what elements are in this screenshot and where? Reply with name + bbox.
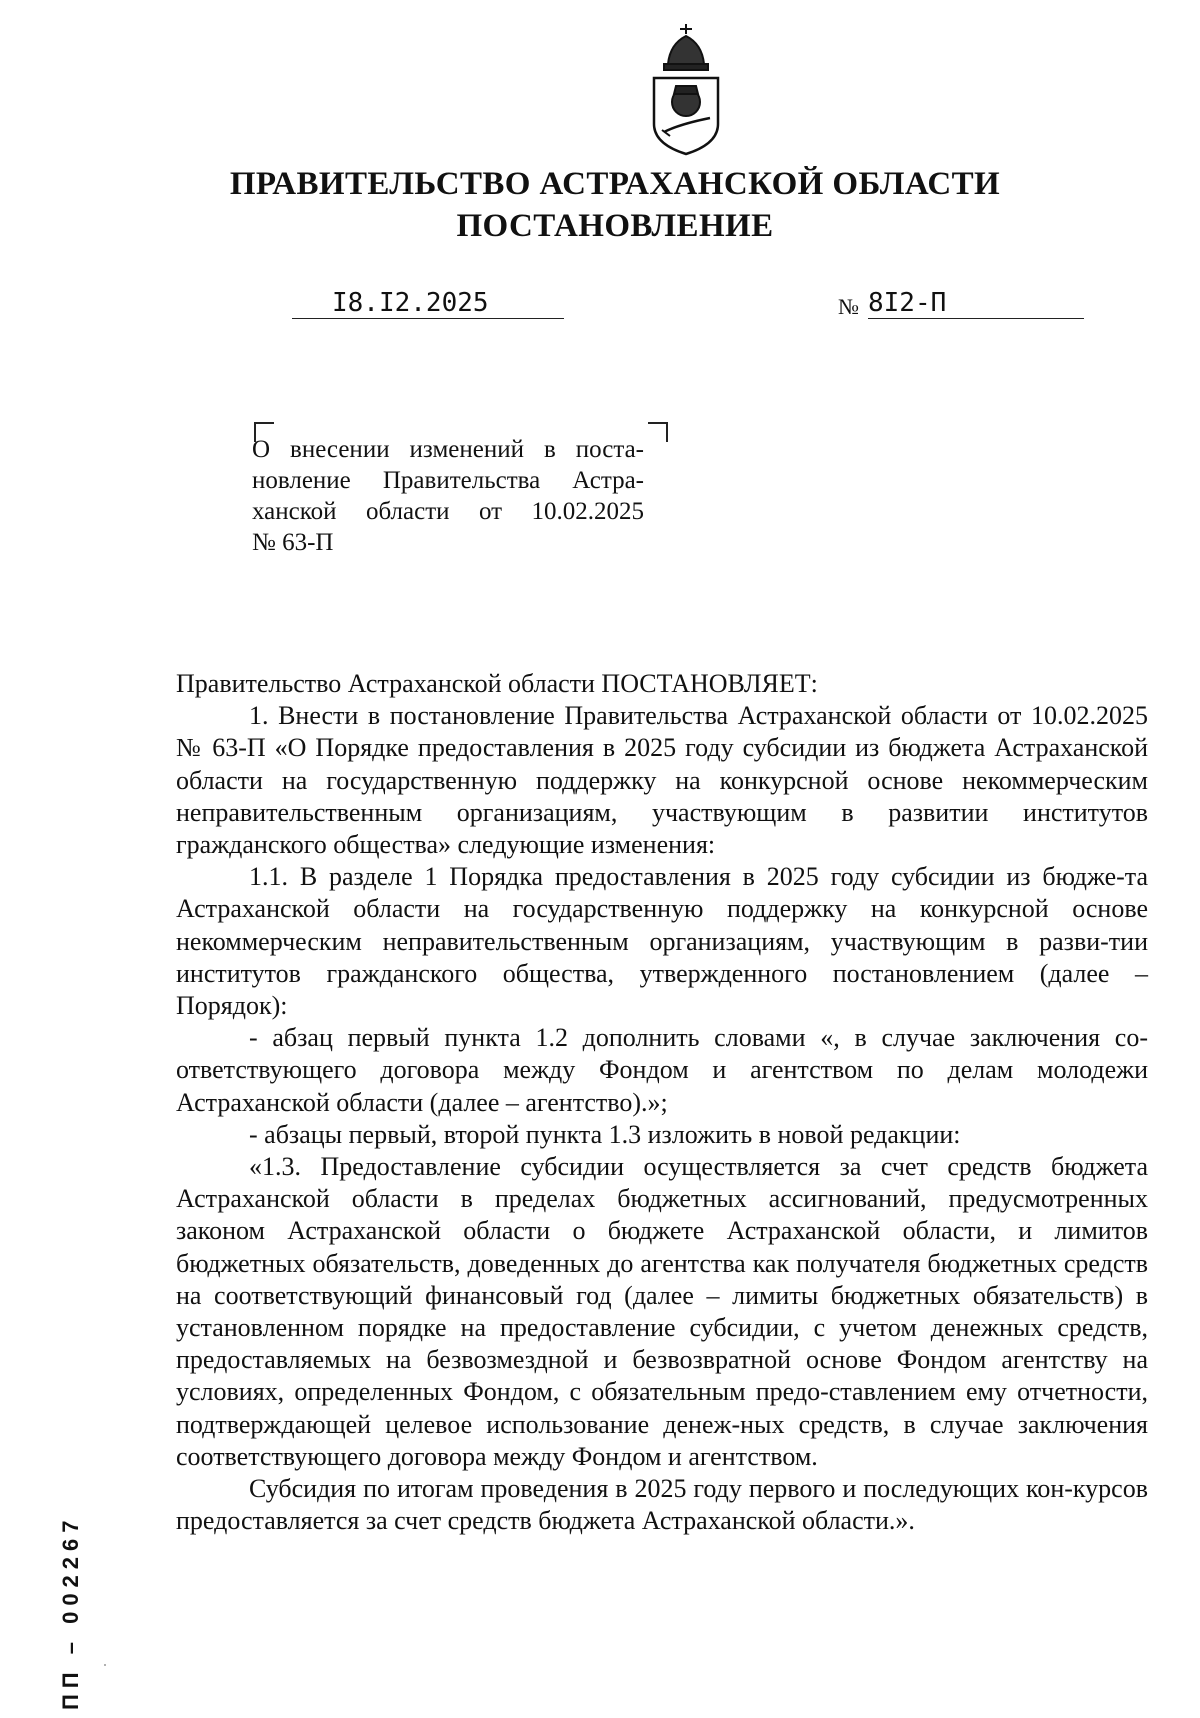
number-label: № xyxy=(838,294,859,319)
paragraph: - абзац первый пункта 1.2 дополнить словами «, в случае заключения со-ответствующего договора между Фондом и агентством по делам молодежи Астраханской области (далее – агентство).»; xyxy=(176,1023,1148,1117)
registration-code xyxy=(58,1514,98,1710)
scan-speck xyxy=(104,1664,106,1666)
document-date: I8.I2.2025 xyxy=(332,288,489,318)
paragraph: 1. Внести в постановление Правительства Астраханской области от 10.02.2025 № 63-П «О Порядке предоставления в 2025 году субсидии из бюджета Астраханской области на государственную поддержку на конкурсной основе некоммерческим неправительственным организациям, участвующим в развитии институтов гражданского общества» следующие изменения: xyxy=(176,701,1148,860)
document-subject xyxy=(252,434,644,558)
subject-line: О внесении изменений в поста- xyxy=(252,436,644,463)
government-title: ПРАВИТЕЛЬСТВО АСТРАХАНСКОЙ ОБЛАСТИ xyxy=(229,166,1001,202)
subject-line: ханской области от 10.02.2025 xyxy=(252,498,644,525)
subject-line: новление Правительства Астра- xyxy=(252,467,644,494)
document-type: ПОСТАНОВЛЕНИЕ xyxy=(456,208,774,244)
date-field xyxy=(292,288,564,319)
number-field xyxy=(868,288,1084,319)
subject-line: № 63-П xyxy=(252,529,334,556)
registration-code-text: ПП – 002267 xyxy=(58,1514,83,1710)
coat-of-arms-icon xyxy=(640,20,732,160)
paragraph: Субсидия по итогам проведения в 2025 году первого и последующих кон-курсов предоставляется за счет средств бюджета Астраханской области.». xyxy=(176,1474,1148,1536)
document-number: 8I2-П xyxy=(868,288,947,318)
preamble: Правительство Астраханской области ПОСТАНОВЛЯЕТ: xyxy=(176,669,818,698)
subject-corner-right xyxy=(648,422,668,442)
paragraph: 1.1. В разделе 1 Порядка предоставления в 2025 году субсидии из бюдже-та Астраханской области на государственную поддержку на конкурсной основе некоммерческим неправительственным организациям, участвующим в разви-тии институтов гражданского общества, утвержденного постановлением (далее – Порядок): xyxy=(176,862,1148,1021)
paragraph: «1.3. Предоставление субсидии осуществляется за счет средств бюджета Астраханской области в пределах бюджетных ассигнований, предусмотренных законом Астраханской области о бюджете Астраханской области, и лимитов бюджетных обязательств, доведенных до агентства как получателя бюджетных средств на соответствующий финансовый год (далее – лимиты бюджетных обязательств) в установленном порядке на предоставление субсидии, с учетом денежных средств, предоставляемых на безвозмездной и безвозвратной основе Фондом агентству на условиях, определенных Фондом, с обязательным предо-ставлением ему отчетности, подтверждающей целевое использование денеж-ных средств, в случае заключения соответствующего договора между Фондом и агентством. xyxy=(176,1152,1148,1471)
document-body xyxy=(176,668,1148,1537)
paragraph: - абзацы первый, второй пункта 1.3 изложить в новой редакции: xyxy=(249,1119,961,1149)
